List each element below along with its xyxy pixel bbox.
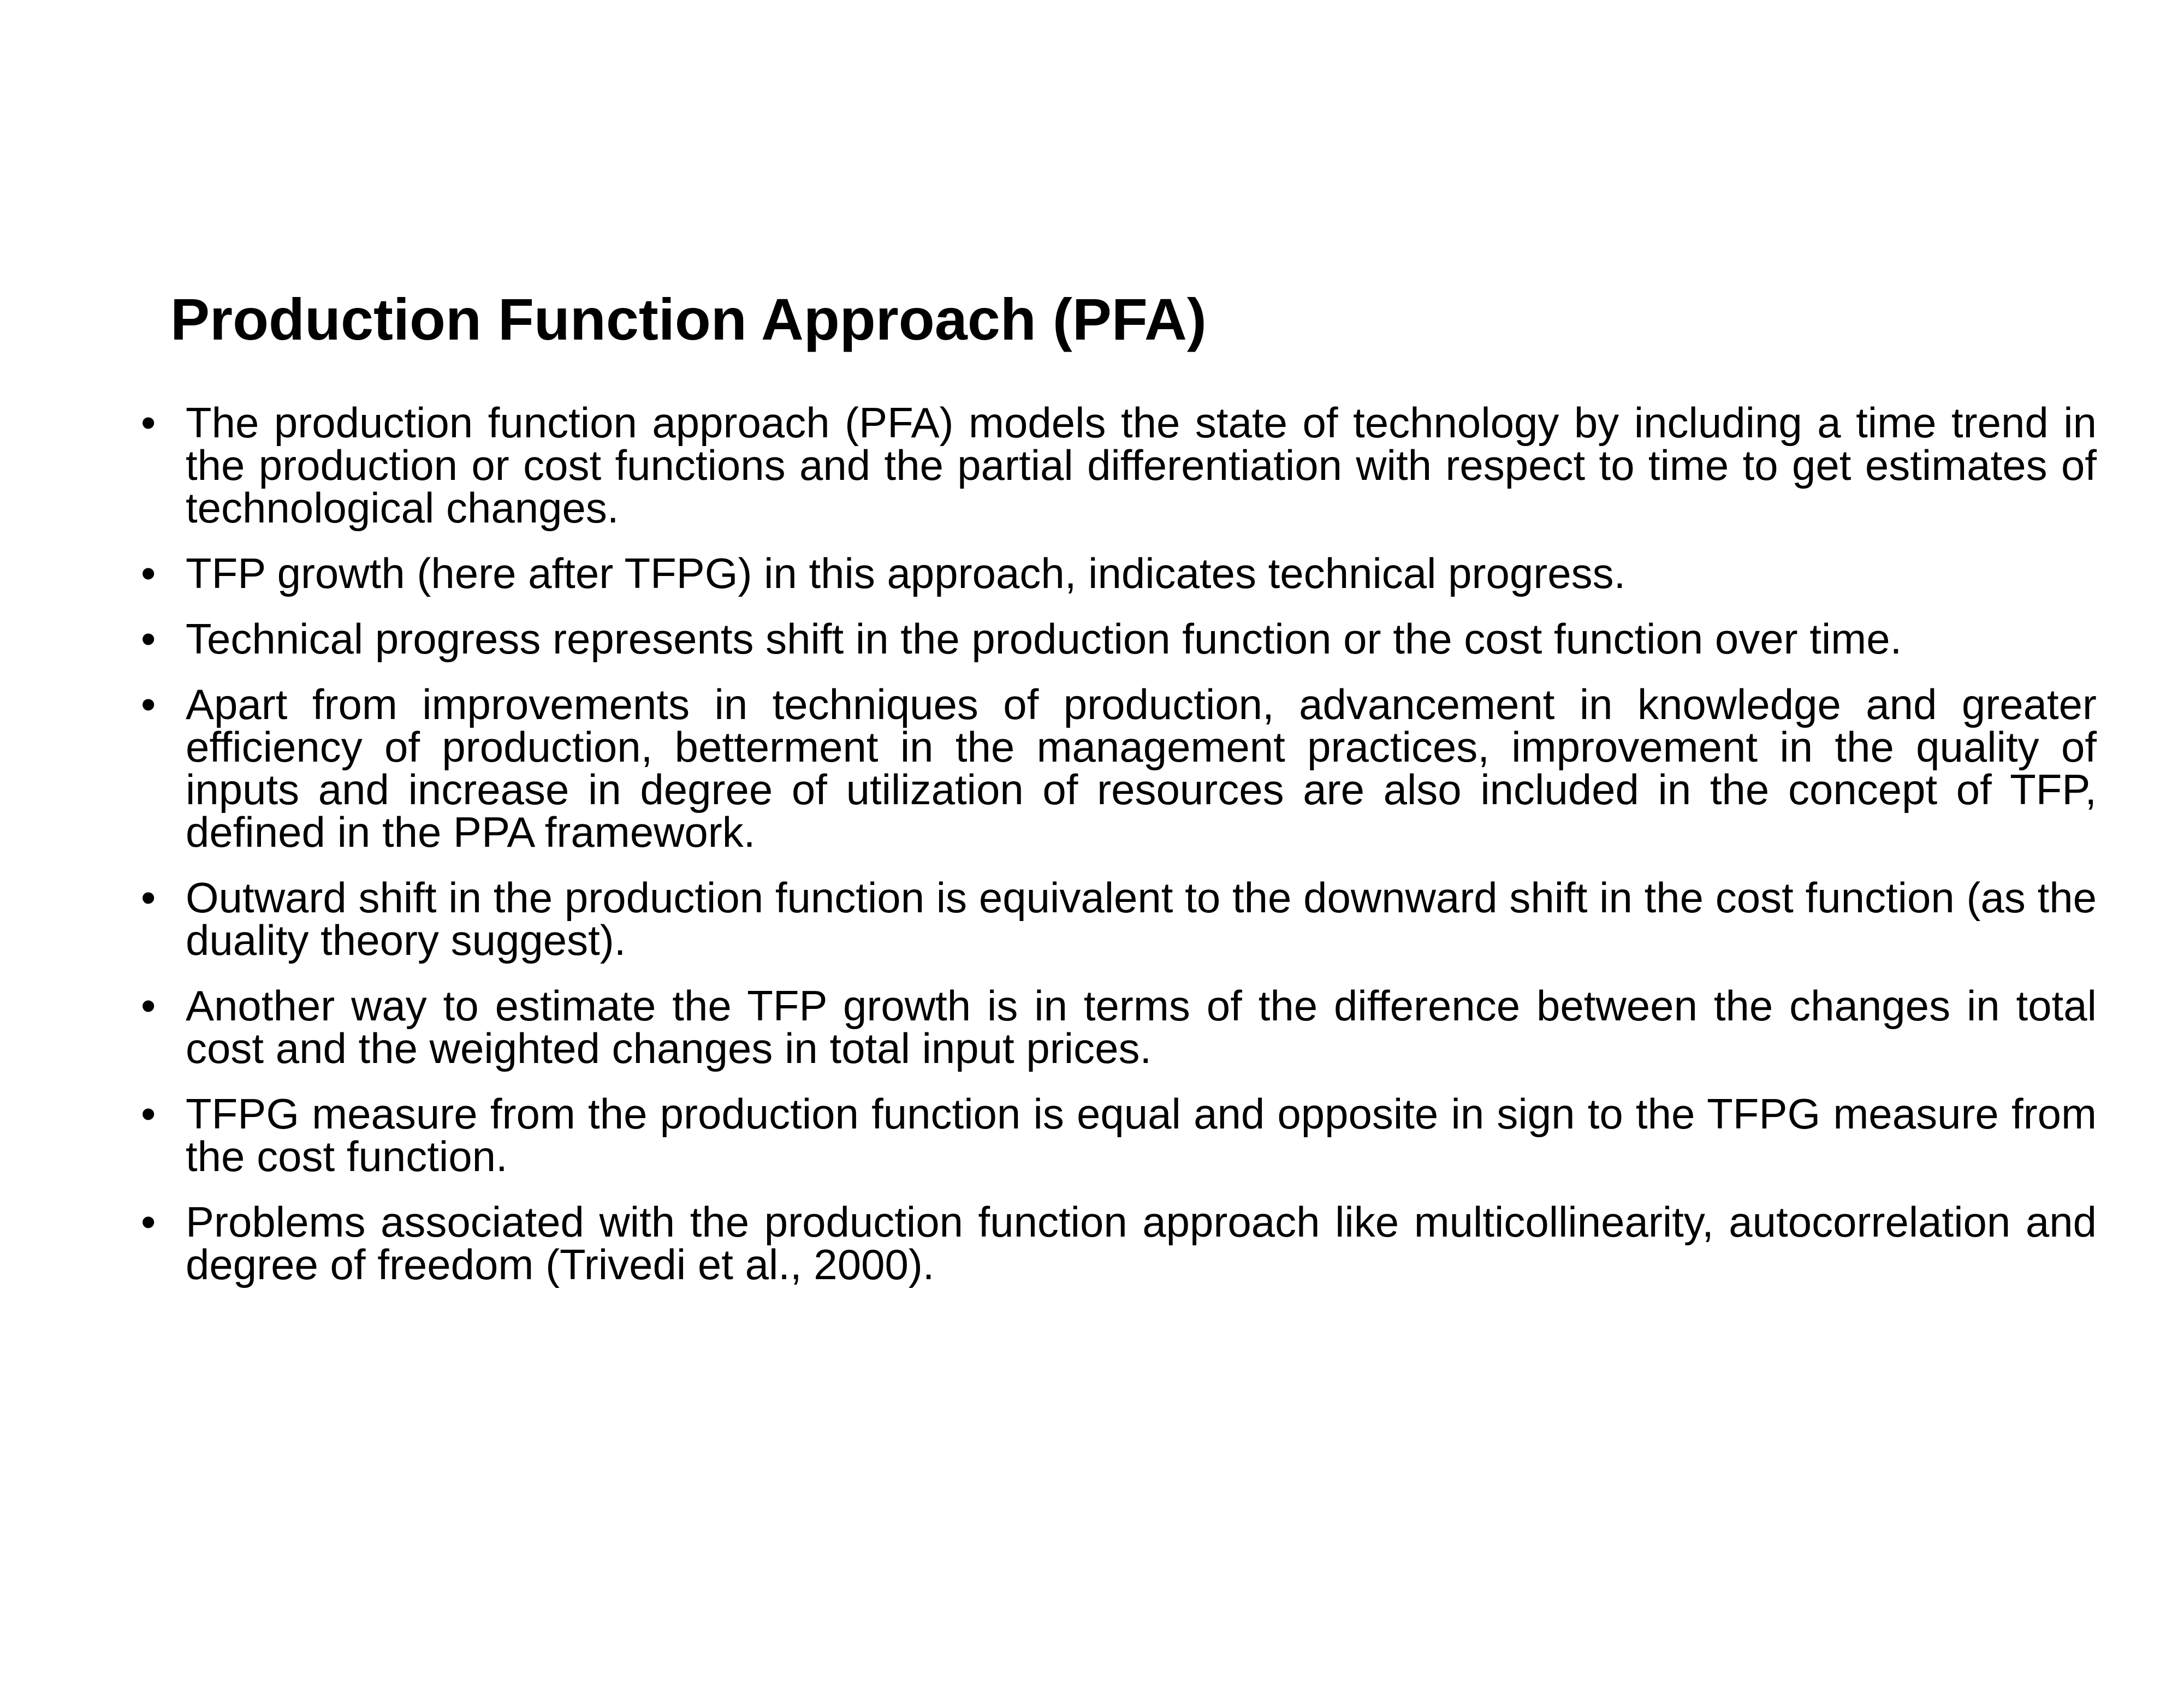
- bullet-text: Another way to estimate the TFP growth is in terms of the difference between the changes in total cost and the weighted changes in total input prices.: [186, 982, 2097, 1072]
- bullet-text: The production function approach (PFA) models the state of technology by including a time trend in the production or cost functions and the partial differentiation with respect to time to get estimates of technological changes.: [186, 399, 2097, 532]
- slide-title: Production Function Approach (PFA): [170, 286, 1207, 352]
- bullet-item-7: [136, 1092, 2097, 1178]
- bullet-item-3: [136, 615, 2097, 663]
- bullet-text: Technical progress represents shift in the production function or the cost function over time.: [186, 615, 1902, 663]
- bullet-text: TFP growth (here after TFPG) in this approach, indicates technical progress.: [186, 549, 1626, 597]
- bullet-text: TFPG measure from the production function is equal and opposite in sign to the TFPG measure from the cost function.: [186, 1090, 2097, 1180]
- bullet-icon: •: [141, 680, 156, 728]
- bullet-icon: •: [141, 615, 156, 663]
- bullet-icon: •: [141, 1090, 156, 1138]
- bullet-item-6: [136, 984, 2097, 1070]
- bullet-item-4: [136, 680, 2097, 856]
- bullet-item-5: [136, 874, 2097, 964]
- bullet-text: Outward shift in the production function is equivalent to the downward shift in the cost function (as the duality theory suggest).: [186, 874, 2097, 964]
- bullet-icon: •: [141, 1198, 156, 1246]
- bullet-list: [136, 401, 2097, 1309]
- bullet-icon: •: [141, 399, 156, 447]
- bullet-item-2: [136, 549, 2097, 597]
- bullet-icon: •: [141, 549, 156, 597]
- bullet-text: Problems associated with the production function approach like multicollinearity, autocorrelation and degree of freedom (Trivedi et al., 2000).: [186, 1198, 2097, 1288]
- bullet-text: Apart from improvements in techniques of production, advancement in knowledge and greater efficiency of production, betterment in the management practices, improvement in the quality of inputs and increase in degree of utilization of resources are also included in the concept of TFP, defined in the PPA framework.: [186, 680, 2097, 856]
- bullet-item-1: [136, 399, 2097, 532]
- bullet-icon: •: [141, 874, 156, 922]
- bullet-icon: •: [141, 982, 156, 1030]
- bullet-item-8: [136, 1198, 2097, 1288]
